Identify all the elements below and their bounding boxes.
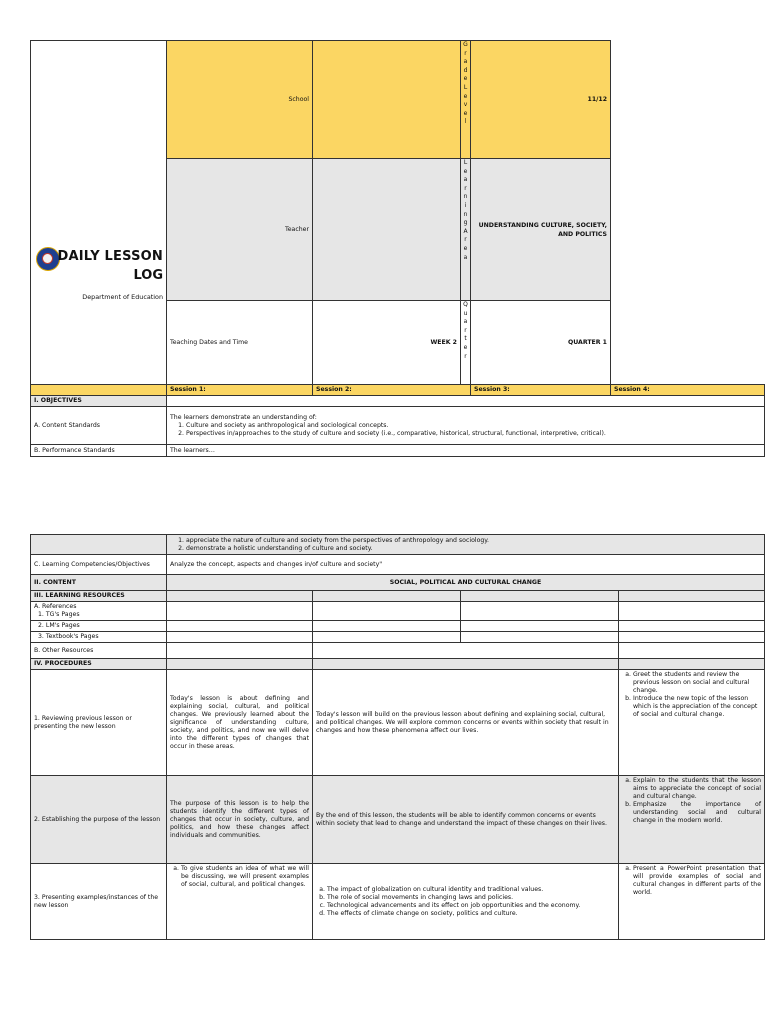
content-heading: II. CONTENT: [31, 575, 167, 591]
log-title-line1: DAILY LESSON: [57, 248, 163, 264]
dates-label: Teaching Dates and Time: [167, 301, 313, 385]
other-resources-label: B. Other Resources: [31, 643, 167, 659]
learning-resources-heading: III. LEARNING RESOURCES: [31, 591, 167, 602]
lm-pages-label: 2. LM's Pages: [31, 621, 167, 632]
lesson-log-procedures-table: [30, 534, 765, 940]
procedure-3-session-2-3: a. The impact of globalization on cultural identity and traditional values. b. The role of social movements in changing laws and policies. c. Technological advancements and its effect on job opportunities and the economy. d. The effects of climate change on society, politics and culture.: [313, 864, 619, 940]
grade-level-label: G r a d e L e v e l: [461, 41, 471, 159]
procedure-2-session-4: a. Explain to the students that the lesson aims to appreciate the concept of social and cultural change. b. Emphasize the importance of understanding social and cultural change in the modern world.: [619, 776, 765, 864]
procedures-heading: IV. PROCEDURES: [31, 659, 167, 670]
procedure-2-session-2-3: By the end of this lesson, the students will be able to identify common concerns or events within society that lead to change and understand the impact of these changes on their lives.: [313, 776, 619, 864]
performance-standards-text: The learners…: [167, 445, 765, 457]
procedure-3-label: 3. Presenting examples/instances of the new lesson: [31, 864, 167, 940]
quarter-value: QUARTER 1: [471, 301, 611, 385]
textbook-pages-label: 3. Textbook's Pages: [31, 632, 167, 643]
content-standards-text: The learners demonstrate an understanding of: 1. Culture and society as anthropological and sociological concepts. 2. Perspectives in/approaches to the study of culture and society (i.e., comparative, historical, structural, functional, interpretive, critical).: [167, 407, 765, 445]
procedure-3-session-4: a. Present a PowerPoint presentation that will provide examples of social and cultural changes in different parts of the world.: [619, 864, 765, 940]
school-label: School: [167, 41, 313, 159]
procedure-1-session-2-3: Today's lesson will build on the previous lesson about defining and explaining social, cultural, and political changes. We will explore common concerns or events within society that result in changes and how these phenomena affect our lives.: [313, 670, 619, 776]
procedure-1-session-4: a. Greet the students and review the previous lesson on social and cultural change. b. Introduce the new topic of the lesson which is the appreciation of the concept of social and cultural change.: [619, 670, 765, 776]
week-value: WEEK 2: [313, 301, 461, 385]
logo-cell: [31, 41, 167, 385]
school-value[interactable]: [313, 41, 461, 159]
references-label: A. References 1. TG's Pages: [31, 602, 167, 621]
competencies-label: C. Learning Competencies/Objectives: [31, 555, 167, 575]
lesson-log-header-table: [30, 40, 765, 457]
session-2-header: Session 2:: [313, 385, 471, 396]
procedure-1-label: 1. Reviewing previous lesson or presenting the new lesson: [31, 670, 167, 776]
deped-seal-icon: [36, 247, 60, 271]
procedure-2-label: 2. Establishing the purpose of the lesson: [31, 776, 167, 864]
session-3-header: Session 3:: [471, 385, 611, 396]
teacher-value[interactable]: [313, 159, 461, 301]
content-standards-label: A. Content Standards: [31, 407, 167, 445]
performance-standards-items: 1. appreciate the nature of culture and society from the perspectives of anthropology and sociology. 2. demonstrate a holistic understanding of culture and society.: [167, 535, 765, 555]
procedure-3-session-1: a. To give students an idea of what we will be discussing, we will present examples of social, cultural, and political changes.: [167, 864, 313, 940]
quarter-label: Q u a r t e r: [461, 301, 471, 385]
teacher-label: Teacher: [167, 159, 313, 301]
department-name: Department of Education: [82, 292, 163, 301]
competencies-text: Analyze the concept, aspects and changes in/of culture and society": [167, 555, 765, 575]
performance-standards-label: B. Performance Standards: [31, 445, 167, 457]
learning-area-value: UNDERSTANDING CULTURE, SOCIETY, AND POLITICS: [471, 159, 611, 301]
learning-area-label: L e a r n i n g A r e a: [461, 159, 471, 301]
procedure-2-session-1: The purpose of this lesson is to help the students identify the different types of changes that occur in society, culture, and politics, and how these changes affect individuals and communities.: [167, 776, 313, 864]
grade-level-value: 11/12: [471, 41, 611, 159]
content-value: SOCIAL, POLITICAL AND CULTURAL CHANGE: [167, 575, 765, 591]
procedure-1-session-1: Today's lesson is about defining and explaining social, cultural, and political changes. We previously learned about the significance of understanding culture, society, and politics, and now we will delve into the different types of changes that occur in these areas.: [167, 670, 313, 776]
objectives-heading: I. OBJECTIVES: [31, 396, 167, 407]
session-1-header: Session 1:: [167, 385, 313, 396]
session-4-header: Session 4:: [611, 385, 765, 396]
log-title-line2: LOG: [133, 267, 163, 283]
